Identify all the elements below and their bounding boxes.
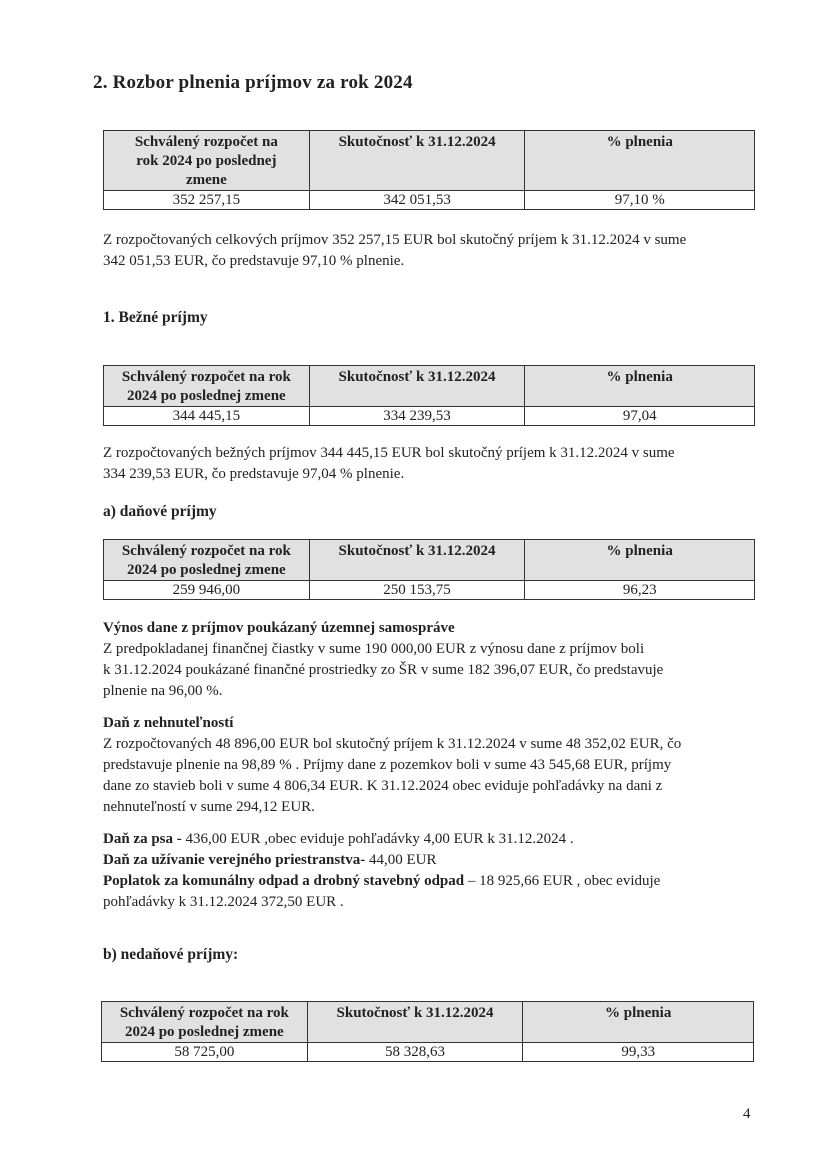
- header-actual: Skutočnosť k 31.12.2024: [309, 366, 525, 407]
- header-budget: Schválený rozpočet na rok 2024 po poslednej zmene: [102, 1002, 308, 1043]
- cell-actual: 334 239,53: [309, 407, 525, 426]
- cell-budget: 352 257,15: [104, 191, 310, 210]
- cell-budget: 259 946,00: [104, 581, 310, 600]
- cell-percent: 99,33: [523, 1043, 754, 1062]
- summary-current-line2: 334 239,53 EUR, čo predstavuje 97,04 % plnenie.: [103, 466, 405, 482]
- property-tax-line1: Z rozpočtovaných 48 896,00 EUR bol skutočný príjem k 31.12.2024 v sume 48 352,02 EUR, čo: [103, 736, 682, 752]
- header-percent: % plnenia: [525, 366, 755, 407]
- current-revenue-table: [103, 365, 755, 426]
- income-tax-line1: Z predpokladanej finančnej čiastky v sume 190 000,00 EUR z výnosu dane z príjmov boli: [103, 641, 645, 657]
- property-tax-heading: Daň z nehnuteľností: [103, 715, 234, 731]
- section-non-tax-revenue-heading: b) nedaňové príjmy:: [103, 946, 239, 963]
- cell-percent: 97,10 %: [525, 191, 755, 210]
- property-tax-line4: nehnuteľností v sume 294,12 EUR.: [103, 799, 315, 815]
- header-actual: Skutočnosť k 31.12.2024: [309, 540, 525, 581]
- dog-tax-line: [103, 831, 574, 847]
- waste-fee-label: Poplatok za komunálny odpad a drobný stavebný odpad: [103, 873, 465, 889]
- income-tax-heading: Výnos dane z príjmov poukázaný územnej samospráve: [103, 620, 455, 636]
- page-title: 2. Rozbor plnenia príjmov za rok 2024: [93, 72, 413, 93]
- summary-total-line1: Z rozpočtovaných celkových príjmov 352 257,15 EUR bol skutočný príjem k 31.12.2024 v sume: [103, 232, 687, 248]
- summary-total-line2: 342 051,53 EUR, čo predstavuje 97,10 % plnenie.: [103, 253, 405, 269]
- cell-budget: 344 445,15: [104, 407, 310, 426]
- header-percent: % plnenia: [525, 131, 755, 191]
- header-percent: % plnenia: [523, 1002, 754, 1043]
- income-tax-line3: plnenie na 96,00 %.: [103, 683, 223, 699]
- summary-current: [103, 443, 757, 485]
- summary-current-line1: Z rozpočtovaných bežných príjmov 344 445,15 EUR bol skutočný príjem k 31.12.2024 v sume: [103, 445, 675, 461]
- header-budget: Schválený rozpočet na rok 2024 po poslednej zmene: [104, 131, 310, 191]
- cell-actual: 342 051,53: [309, 191, 525, 210]
- summary-total: [103, 230, 757, 272]
- income-tax-line2: k 31.12.2024 poukázané finančné prostriedky zo ŠR v sume 182 396,07 EUR, čo predstavuje: [103, 662, 664, 678]
- cell-actual: 58 328,63: [307, 1043, 523, 1062]
- cell-percent: 97,04: [525, 407, 755, 426]
- income-tax-paragraph: [103, 618, 757, 702]
- public-space-tax-line: [103, 852, 436, 868]
- non-tax-revenue-table: [101, 1001, 754, 1062]
- dog-tax-label: Daň za psa -: [103, 831, 182, 847]
- other-taxes-paragraph: [103, 829, 757, 913]
- header-percent: % plnenia: [525, 540, 755, 581]
- waste-fee-line2: pohľadávky k 31.12.2024 372,50 EUR .: [103, 894, 344, 910]
- property-tax-paragraph: [103, 713, 757, 818]
- total-revenue-table: [103, 130, 755, 210]
- cell-percent: 96,23: [525, 581, 755, 600]
- page-number: 4: [743, 1106, 751, 1122]
- section-tax-revenue-heading: a) daňové príjmy: [103, 503, 217, 520]
- header-budget: Schválený rozpočet na rok 2024 po poslednej zmene: [104, 540, 310, 581]
- section-current-revenue-heading: 1. Bežné príjmy: [103, 309, 208, 326]
- dog-tax-text: 436,00 EUR ,obec eviduje pohľadávky 4,00 EUR k 31.12.2024 .: [181, 831, 574, 847]
- property-tax-line2: predstavuje plnenie na 98,89 % . Príjmy dane z pozemkov boli v sume 43 545,68 EUR, príjmy: [103, 757, 672, 773]
- waste-fee-text: – 18 925,66 EUR , obec eviduje: [464, 873, 661, 889]
- header-actual: Skutočnosť k 31.12.2024: [309, 131, 525, 191]
- tax-revenue-table: [103, 539, 755, 600]
- public-space-tax-text: 44,00 EUR: [365, 852, 437, 868]
- waste-fee-line: [103, 873, 660, 889]
- cell-actual: 250 153,75: [309, 581, 525, 600]
- public-space-tax-label: Daň za užívanie verejného priestranstva-: [103, 852, 366, 868]
- header-budget: Schválený rozpočet na rok 2024 po poslednej zmene: [104, 366, 310, 407]
- cell-budget: 58 725,00: [102, 1043, 308, 1062]
- property-tax-line3: dane zo stavieb boli v sume 4 806,34 EUR. K 31.12.2024 obec eviduje pohľadávky na dani z: [103, 778, 663, 794]
- header-actual: Skutočnosť k 31.12.2024: [307, 1002, 523, 1043]
